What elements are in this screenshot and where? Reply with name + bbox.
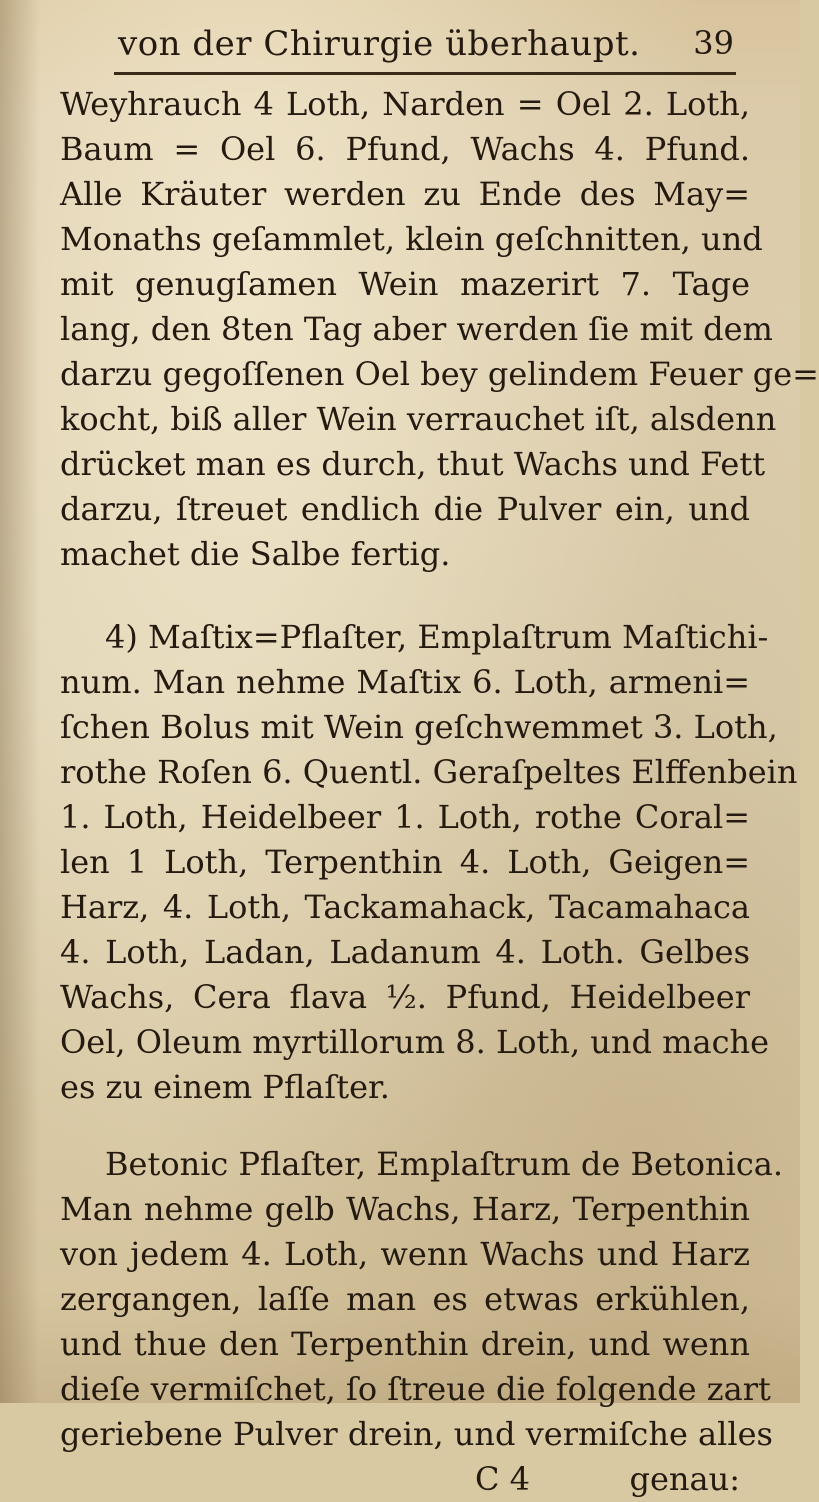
text-line: und thue den Terpenthin drein, und wenn — [60, 1325, 750, 1363]
signature-mark: C 4 — [475, 1460, 531, 1498]
page-footer — [60, 1457, 750, 1502]
text-line: Baum = Oel 6. Pfund, Wachs 4. Pfund. — [60, 130, 750, 168]
text-line: mit genugſamen Wein mazerirt 7. Tage — [60, 265, 750, 303]
paragraph-betonica-plaster — [60, 1142, 784, 1457]
binding-shadow — [0, 0, 40, 1403]
paragraph-gap — [60, 1110, 750, 1142]
paragraph-salve-recipe — [60, 82, 819, 577]
text-line: Wachs, Cera flava ½. Pfund, Heidelbeer — [60, 978, 750, 1016]
text-line: geriebene Pulver drein, und vermiſche alles — [60, 1415, 773, 1453]
text-line: drücket man es durch, thut Wachs und Fett — [60, 445, 766, 483]
text-line: num. Man nehme Maſtix 6. Loth, armeni= — [60, 663, 750, 701]
text-line: Weyhrauch 4 Loth, Narden = Oel 2. Loth, — [60, 85, 750, 123]
text-line: Betonic Pflaſter, Emplaſtrum de Betonica. — [105, 1145, 784, 1183]
text-line: Oel, Oleum myrtillorum 8. Loth, und mache — [60, 1023, 770, 1061]
text-line: Monaths geſammlet, klein geſchnitten, und — [60, 220, 763, 258]
text-line: Man nehme gelb Wachs, Harz, Terpenthin — [60, 1190, 750, 1228]
text-line: rothe Roſen 6. Quentl. Geraſpeltes Elffenbein — [60, 753, 798, 791]
text-line: ſchen Bolus mit Wein geſchwemmet 3. Loth, — [60, 708, 778, 746]
text-line: darzu, ſtreuet endlich die Pulver ein, und — [60, 490, 750, 528]
page-number: 39 — [693, 24, 734, 62]
text-line: 1. Loth, Heidelbeer 1. Loth, rothe Coral= — [60, 798, 750, 836]
text-line: es zu einem Pflaſter. — [60, 1068, 390, 1106]
paragraph-gap — [60, 577, 750, 615]
running-title: von der Chirurgie überhaupt. — [118, 24, 641, 64]
text-line: dieſe vermiſchet, ſo ſtreue die folgende zart — [60, 1370, 771, 1408]
text-line: kocht, biß aller Wein verrauchet iſt, alsdenn — [60, 400, 777, 438]
text-line: 4) Maſtix=Pflaſter, Emplaſtrum Maſtichi- — [105, 618, 769, 656]
header-rule — [114, 72, 736, 75]
text-line: von jedem 4. Loth, wenn Wachs und Harz — [60, 1235, 750, 1273]
text-line: Alle Kräuter werden zu Ende des May= — [60, 175, 750, 213]
page-header — [118, 20, 734, 76]
text-line: lang, den 8ten Tag aber werden ſie mit dem — [60, 310, 773, 348]
text-line: Harz, 4. Loth, Tackamahack, Tacamahaca — [60, 888, 750, 926]
catchword: genau: — [629, 1460, 740, 1498]
text-line: zergangen, laſſe man es etwas erkühlen, — [60, 1280, 750, 1318]
paragraph-mastix-plaster — [60, 615, 798, 1110]
body-text — [60, 82, 819, 1502]
text-line: len 1 Loth, Terpenthin 4. Loth, Geigen= — [60, 843, 750, 881]
text-line: 4. Loth, Ladan, Ladanum 4. Loth. Gelbes — [60, 933, 750, 971]
text-line: machet die Salbe fertig. — [60, 535, 451, 573]
text-line: darzu gegoſſenen Oel bey gelindem Feuer ge= — [60, 355, 819, 393]
